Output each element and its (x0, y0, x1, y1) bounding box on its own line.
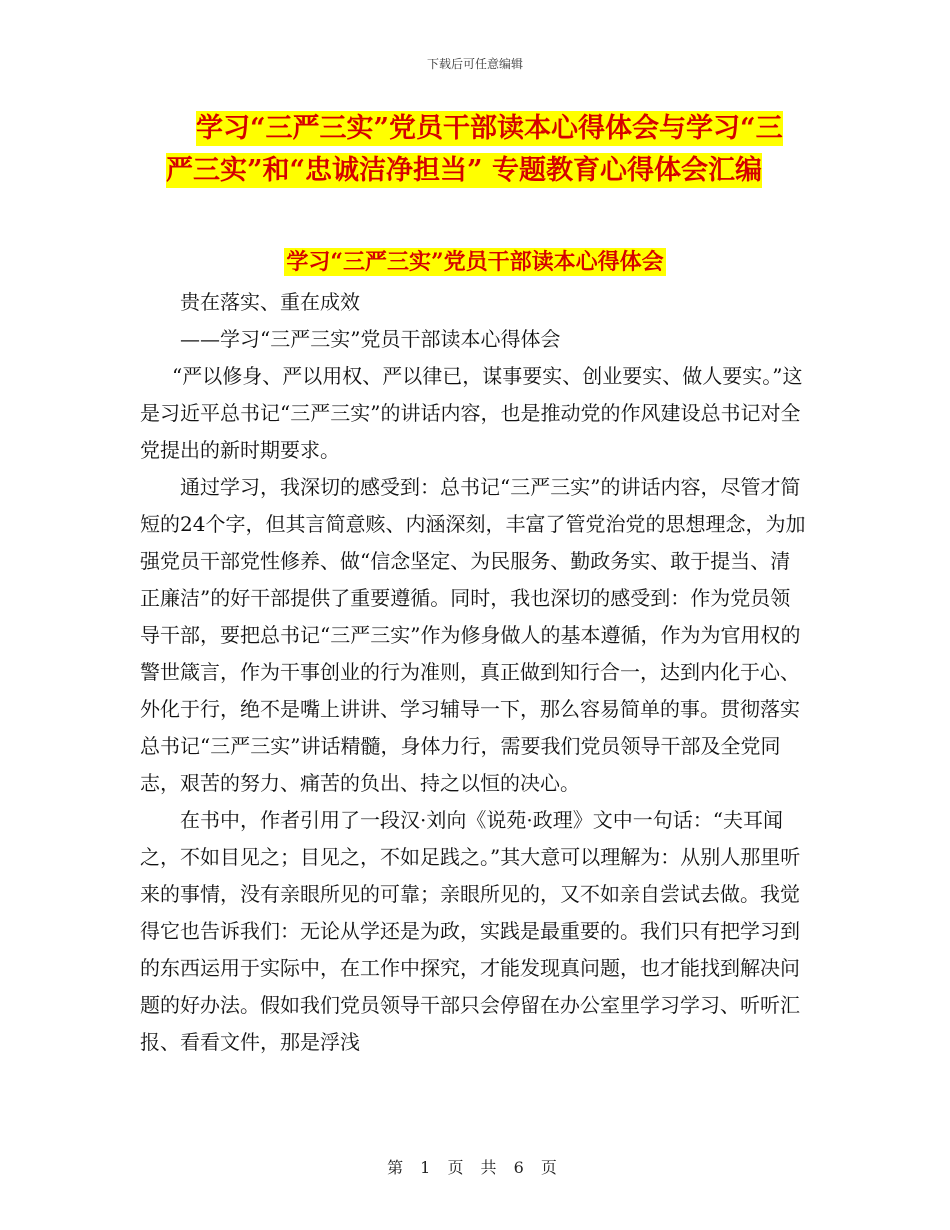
article-byline: ——学习“三严三实”党员干部读本心得体会 (180, 327, 561, 351)
page-footer: 第 1 页 共 6 页 (387, 1158, 563, 1177)
article-heading: 贵在落实、重在成效 (180, 290, 360, 314)
section-title (0, 245, 950, 276)
main-title-line-2 (140, 150, 820, 192)
paragraph-1: “严以修身、严以用权、严以律已，谋事要实、创业要实、做人要实。”这是习近平总书记“三严三实”的讲话内容，也是推动党的作风建设总书记对全党提出的新时期要求。 (140, 364, 803, 462)
main-title-line-1 (140, 108, 820, 150)
header-note: 下载后可任意编辑 (426, 57, 523, 71)
paragraph-3: 在书中，作者引用了一段汉·刘向《说苑·政理》文中一句话：“夫耳闻之，不如目见之；目见之，不如足践之。”其大意可以理解为：从别人那里听来的事情，没有亲眼所见的可靠；亲眼所见的，又不如亲自尝试去做。我觉得它也告诉我们：无论从学还是为政，实践是最重要的。我们只有把学习到的东西运用于实际中，在工作中探究，才能发现真问题，也才能找到解决问题的好办法。假如我们党员领导干部只会停留在办公室里学习学习、听听汇报、看看文件，那是浮浅 (140, 808, 801, 1054)
section-title-text: 学习“三严三实”党员干部读本心得体会 (286, 249, 664, 275)
main-title (140, 108, 820, 192)
article-body (140, 284, 810, 1061)
paragraph-2: 通过学习，我深切的感受到：总书记“三严三实”的讲话内容，尽管才简短的24个字，但其言简意赅、内涵深刻，丰富了管党治党的思想理念，为加强党员干部党性修养、做“信念坚定、为民服务、勤政务实、敢于提当、清正廉洁”的好干部提供了重要遵循。同时，我也深切的感受到：作为党员领导干部，要把总书记“三严三实”作为修身做人的基本遵循，作为为官用权的警世箴言，作为干事创业的行为准则，真正做到知行合一，达到内化于心、外化于行，绝不是嘴上讲讲、学习辅导一下，那么容易简单的事。贯彻落实总书记“三严三实”讲话精髓，身体力行，需要我们党员领导干部及全党同志，艰苦的努力、痛苦的负出、持之以恒的决心。 (140, 475, 806, 795)
main-title-line-2-text: 严三实”和“忠诚洁净担当” 专题教育心得体会汇编 (166, 155, 762, 186)
main-title-line-1-text: 学习“三严三实”党员干部读本心得体会与学习“三 (196, 113, 783, 144)
